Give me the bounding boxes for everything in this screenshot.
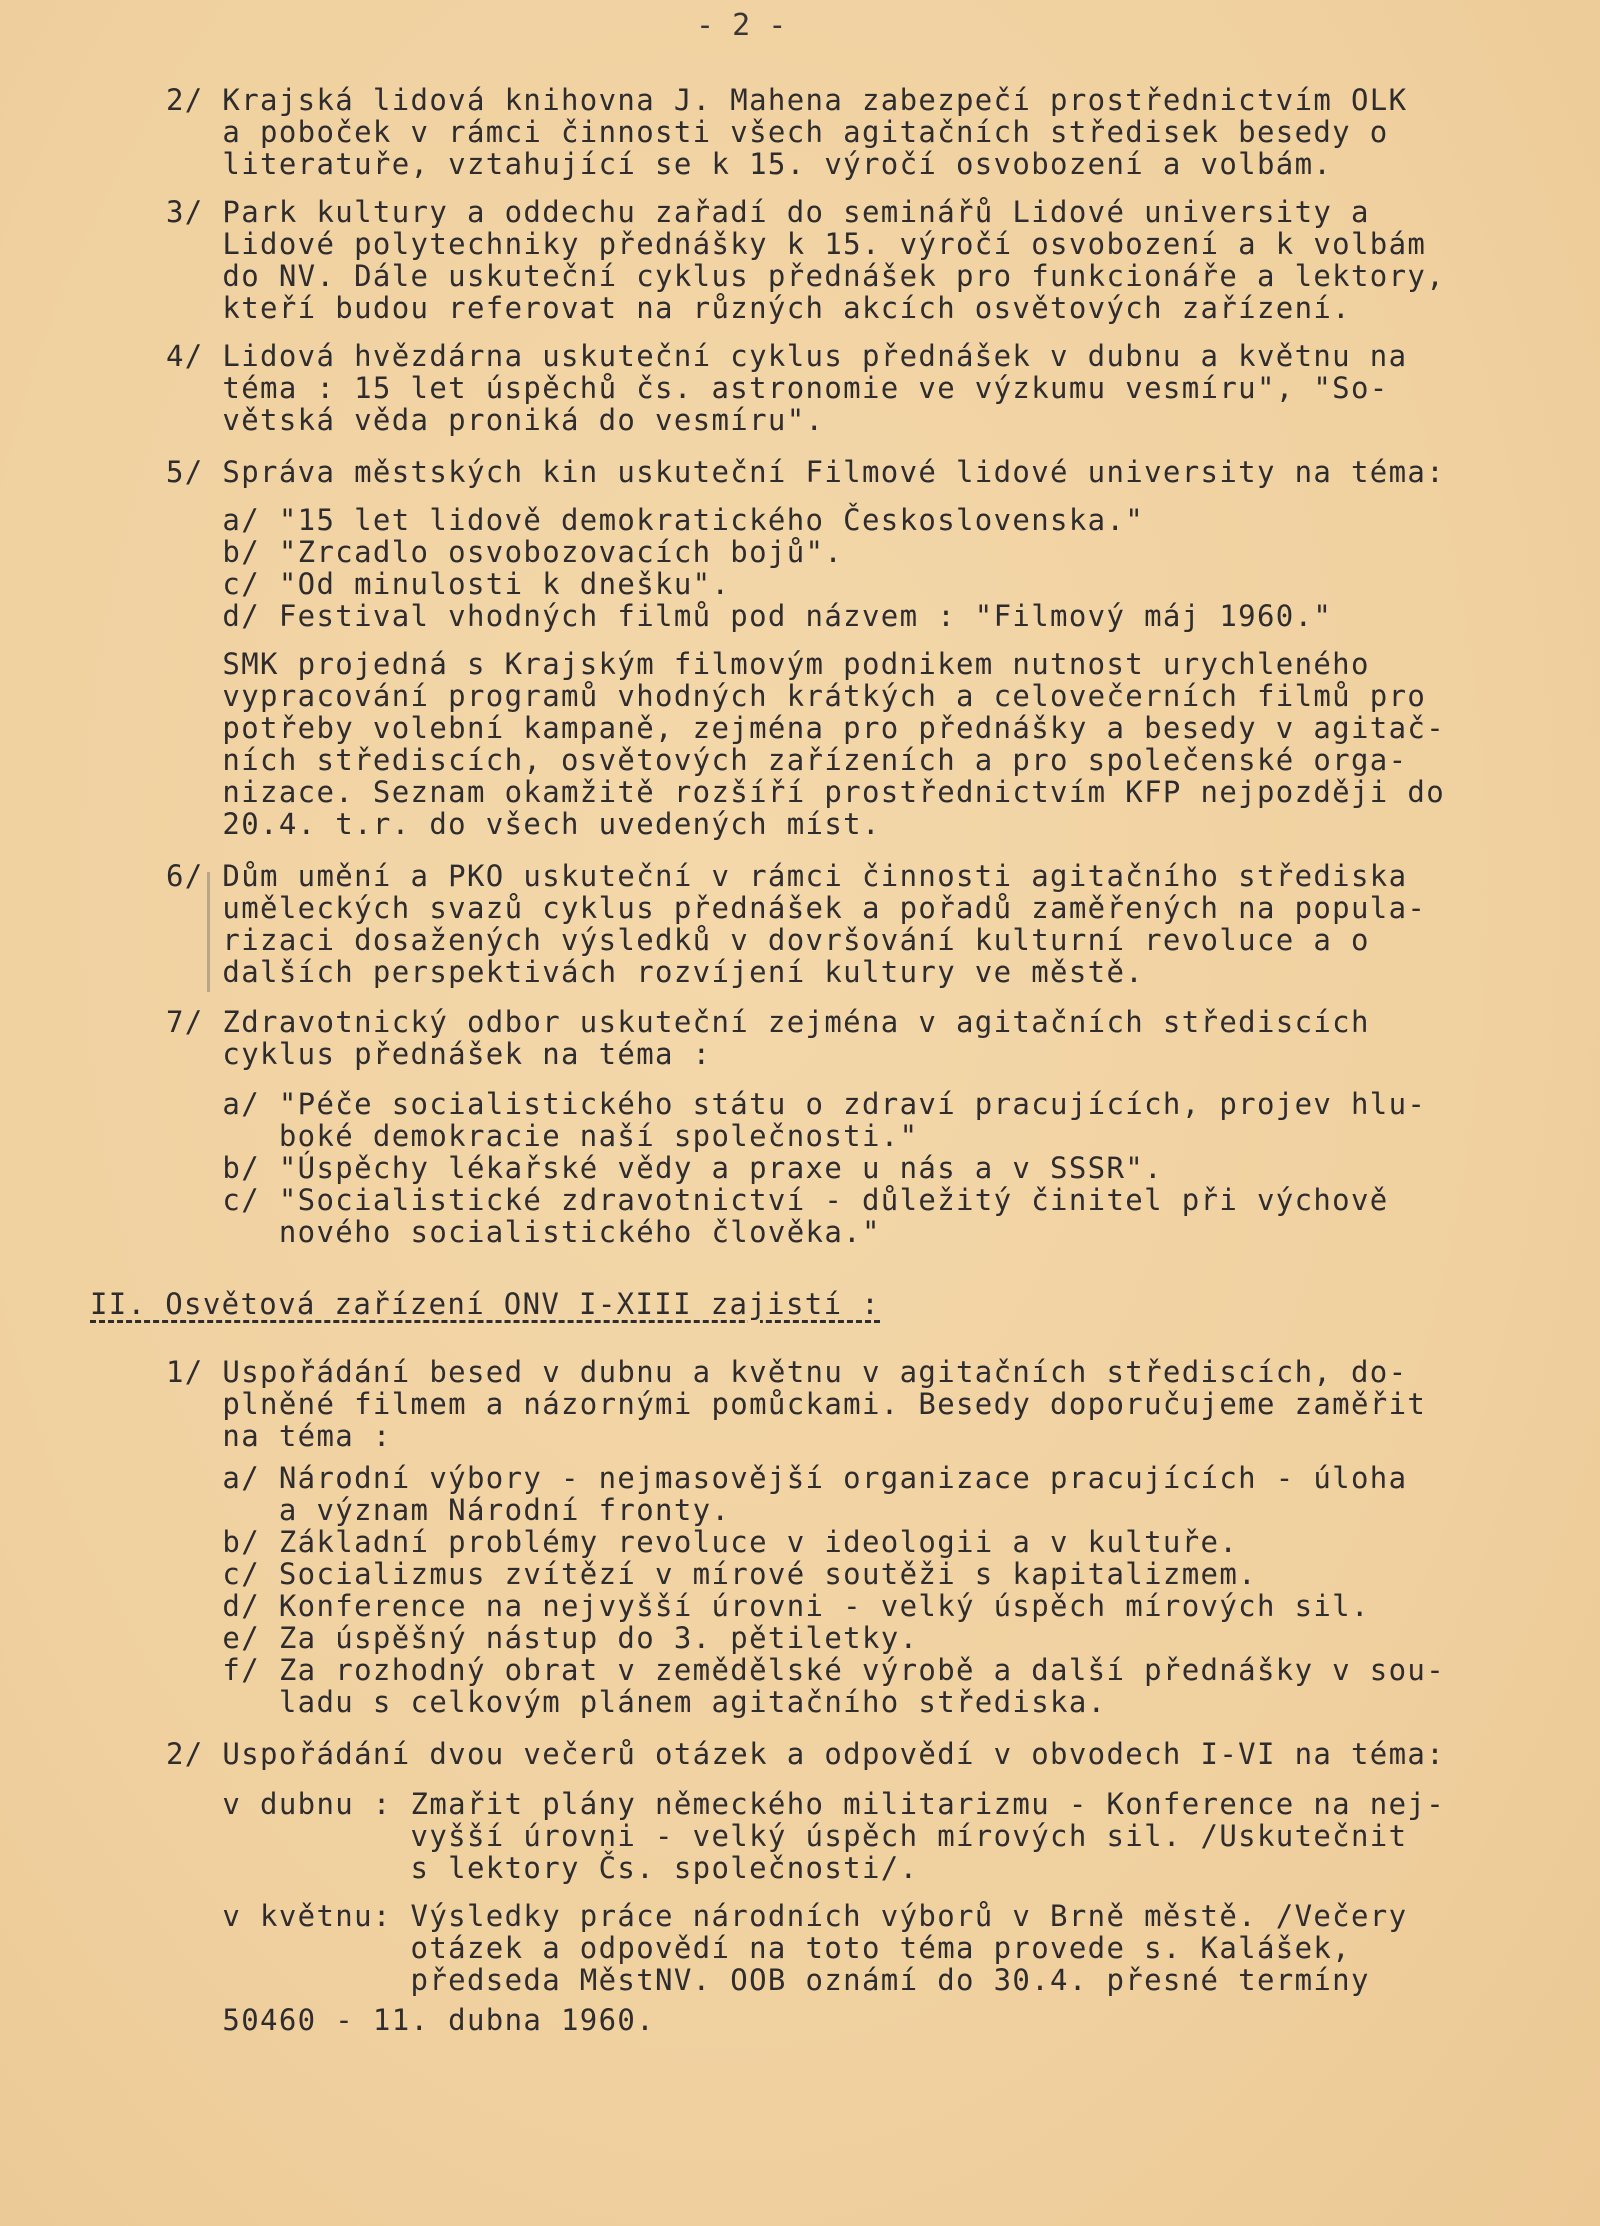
text-line: SMK projedná s Krajským filmovým podnikem nutnost urychleného — [166, 647, 1370, 681]
text-line: 6/ Dům umění a PKO uskuteční v rámci činnosti agitačního střediska — [166, 859, 1408, 893]
text-line: a poboček v rámci činnosti všech agitačních středisek besedy o — [166, 115, 1389, 149]
text-line: Lidové polytechniky přednášky k 15. výročí osvobození a k volbám — [166, 227, 1427, 261]
text-line: 7/ Zdravotnický odbor uskuteční zejména v agitačních střediscích — [166, 1005, 1370, 1039]
text-line: b/ "Zrcadlo osvobozovacích bojů". — [166, 535, 844, 569]
text-line: boké demokracie naší společnosti." — [166, 1119, 919, 1153]
text-line: 20.4. t.r. do všech uvedených míst. — [166, 807, 881, 841]
text-line: a význam Národní fronty. — [166, 1493, 731, 1527]
text-line: do NV. Dále uskuteční cyklus přednášek pro funkcionáře a lektory, — [166, 259, 1446, 293]
text-line: c/ Socializmus zvítězí v mírové soutěži s kapitalizmem. — [166, 1557, 1257, 1591]
text-line: předseda MěstNV. OOB oznámí do 30.4. přesné termíny — [166, 1963, 1370, 1997]
text-line: cyklus přednášek na téma : — [166, 1037, 712, 1071]
document-footer: 50460 - 11. dubna 1960. — [166, 2003, 656, 2037]
text-line: b/ "Úspěchy lékařské vědy a praxe u nás a v SSSR". — [166, 1151, 1163, 1185]
text-line: s lektory Čs. společnosti/. — [166, 1851, 919, 1885]
text-line: vyšší úrovni - velký úspěch mírových sil. /Uskutečnit — [166, 1819, 1408, 1853]
text-line: vypracování programů vhodných krátkých a celovečerních filmů pro — [166, 679, 1427, 713]
text-line: 4/ Lidová hvězdárna uskuteční cyklus přednášek v dubnu a květnu na — [166, 339, 1408, 373]
text-line: 5/ Správa městských kin uskuteční Filmové lidové university na téma: — [166, 455, 1446, 489]
text-line: otázek a odpovědí na toto téma provede s. Kalášek, — [166, 1931, 1351, 1965]
text-line: téma : 15 let úspěchů čs. astronomie ve výzkumu vesmíru", "So- — [166, 371, 1389, 405]
section-heading: II. Osvětová zařízení ONV I-XIII zajistí : — [90, 1287, 880, 1321]
text-line: 2/ Krajská lidová knihovna J. Mahena zabezpečí prostřednictvím OLK — [166, 83, 1408, 117]
text-line: d/ Festival vhodných filmů pod názvem : "Filmový máj 1960." — [166, 599, 1333, 633]
text-line: potřeby volební kampaně, zejména pro přednášky a besedy v agitač- — [166, 711, 1446, 745]
text-line: kteří budou referovat na různých akcích osvětových zařízení. — [166, 291, 1351, 325]
text-line: nového socialistického člověka." — [166, 1215, 881, 1249]
text-line: a/ "Péče socialistického státu o zdraví pracujících, projev hlu- — [166, 1087, 1427, 1121]
text-line: c/ "Od minulosti k dnešku". — [166, 567, 731, 601]
text-line: ních střediscích, osvětových zařízeních a pro společenské orga- — [166, 743, 1408, 777]
text-line: nizace. Seznam okamžitě rozšíří prostřednictvím KFP nejpozději do — [166, 775, 1446, 809]
text-line: rizaci dosažených výsledků v dovršování kulturní revoluce a o — [166, 923, 1370, 957]
text-line: a/ "15 let lidově demokratického Československa." — [166, 503, 1145, 537]
text-line: literatuře, vztahující se k 15. výročí osvobození a volbám. — [166, 147, 1333, 181]
text-line: f/ Za rozhodný obrat v zemědělské výrobě a další přednášky v sou- — [166, 1653, 1446, 1687]
text-line: plněné filmem a názornými pomůckami. Besedy doporučujeme zaměřit — [166, 1387, 1427, 1421]
text-line: větská věda proniká do vesmíru". — [166, 403, 825, 437]
text-line: d/ Konference na nejvyšší úrovni - velký úspěch mírových sil. — [166, 1589, 1370, 1623]
text-line: e/ Za úspěšný nástup do 3. pětiletky. — [166, 1621, 919, 1655]
text-line: b/ Základní problémy revoluce v ideologii a v kultuře. — [166, 1525, 1239, 1559]
text-line: na téma : — [166, 1419, 392, 1453]
text-line: v květnu: Výsledky práce národních výborů v Brně městě. /Večery — [166, 1899, 1408, 1933]
text-line: 2/ Uspořádání dvou večerů otázek a odpovědí v obvodech I-VI na téma: — [166, 1737, 1446, 1771]
text-line: 3/ Park kultury a oddechu zařadí do seminářů Lidové university a — [166, 195, 1370, 229]
text-line: a/ Národní výbory - nejmasovější organizace pracujících - úloha — [166, 1461, 1408, 1495]
text-line: dalších perspektivách rozvíjení kultury ve městě. — [166, 955, 1145, 989]
text-line: c/ "Socialistické zdravotnictví - důležitý činitel při výchově — [166, 1183, 1389, 1217]
text-line: v dubnu : Zmařit plány německého militarizmu - Konference na nej- — [166, 1787, 1446, 1821]
text-line: uměleckých svazů cyklus přednášek a pořadů zaměřených na popula- — [166, 891, 1427, 925]
text-line: ladu s celkovým plánem agitačního střediska. — [166, 1685, 1107, 1719]
text-line: 1/ Uspořádání besed v dubnu a květnu v agitačních střediscích, do- — [166, 1355, 1408, 1389]
page-number: - 2 - — [696, 8, 787, 43]
